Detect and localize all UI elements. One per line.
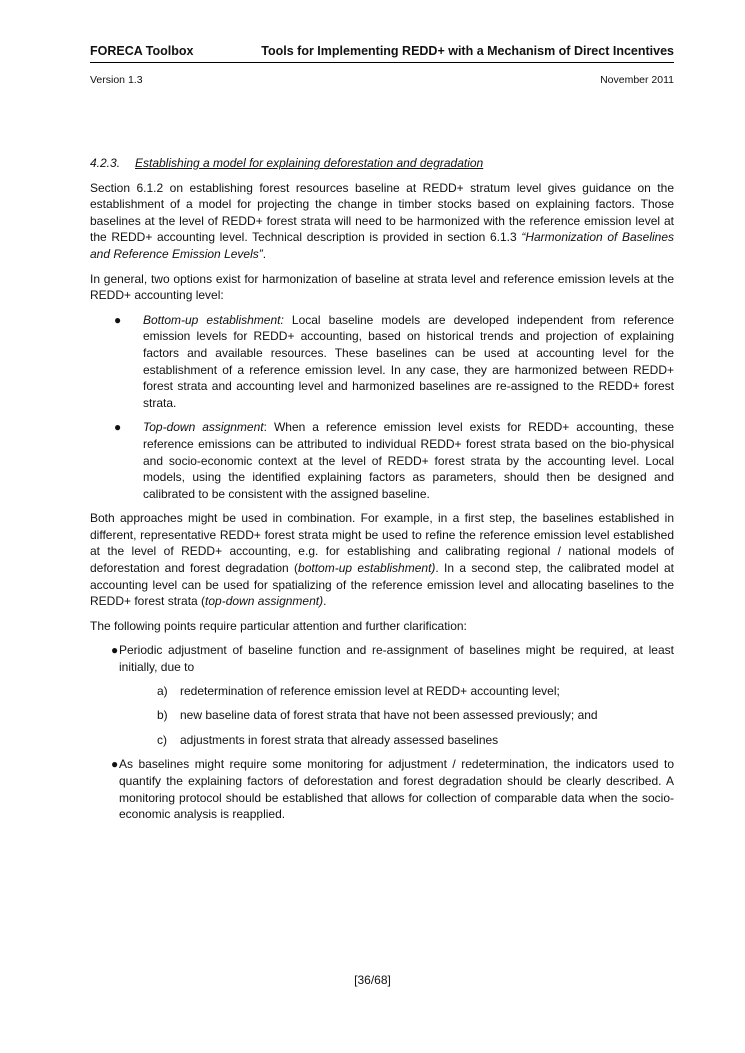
section-number: 4.2.3. — [90, 156, 121, 170]
options-list — [90, 312, 674, 503]
paragraph-combination — [90, 510, 674, 610]
page-number: [36/68] — [354, 973, 391, 987]
sub-list-item — [119, 683, 674, 700]
paragraph-options-intro: In general, two options exist for harmonization of baseline at strata level and reference emission levels at the REDD+ accounting level: — [90, 271, 674, 303]
sub-list-item — [119, 707, 674, 724]
header-version: Version 1.3 — [90, 74, 143, 86]
header-left-title: FORECA Toolbox — [90, 44, 194, 58]
sub-item-label: b) — [157, 708, 168, 723]
running-header — [90, 44, 674, 63]
points-list — [90, 642, 674, 822]
point-text: As baselines might require some monitoring for adjustment / redetermination, the indicators used to quantify the explaining factors of deforestation and forest degradation should be clearly described. A monitoring protocol should be established that allows for collection of comparable data when the socio-economic analysis is reapplied. — [119, 757, 674, 822]
italic-term: top-down assignment) — [205, 594, 324, 609]
header-right-title: Tools for Implementing REDD+ with a Mechanism of Direct Incentives — [261, 44, 674, 58]
paragraph-text: . — [323, 594, 327, 609]
italic-term: bottom-up establishment) — [298, 561, 436, 576]
sub-list — [119, 683, 674, 749]
option-text: Local baseline models are developed independent from reference emission levels for REDD+ accounting, based on historical trends and projection of explaining factors and available resources. These baselines can be used at accounting level for the establishment of a reference emission level. In any case, they are harmonized between REDD+ forest strata and accounting level and harmonized baselines are re-assigned to the REDD+ forest strata. — [143, 312, 674, 410]
bullet-icon: ● — [114, 420, 122, 435]
sub-item-text: new baseline data of forest strata that have not been assessed previously; and — [180, 708, 598, 723]
sub-item-text: redetermination of reference emission level at REDD+ accounting level; — [180, 683, 560, 698]
paragraph-points-intro: The following points require particular attention and further clarification: — [90, 618, 467, 633]
bullet-icon: ● — [111, 757, 119, 772]
list-item — [90, 642, 674, 748]
section-heading — [90, 155, 674, 172]
list-item — [90, 312, 674, 412]
paragraph-intro — [90, 180, 674, 263]
option-label: Bottom-up establishment: — [143, 312, 284, 327]
point-text: Periodic adjustment of baseline function and re-assignment of baselines might be required, at least initially, due to — [119, 643, 674, 675]
paragraph-text: . In a second step, the calibrated model at accounting level can be used for spatializing of the reference emission level and allocating baselines to the REDD+ forest strata ( — [90, 561, 674, 609]
bullet-icon: ● — [114, 312, 122, 327]
paragraph-intro-end: . — [262, 246, 267, 261]
bullet-icon: ● — [111, 643, 119, 658]
option-label: Top-down assignment — [143, 420, 264, 435]
sub-item-text: adjustments in forest strata that already assessed baselines — [180, 732, 499, 747]
paragraph-intro-text: Section 6.1.2 on establishing forest resources baseline at REDD+ stratum level gives guidance on the establishment of a model for projecting the change in timber stocks based on explaining factors. Those baselines at the level of REDD+ forest strata will need to be harmonized with the reference emission level at the REDD+ accounting level. Technical description is provided in section 6.1.3 — [90, 180, 674, 245]
list-item — [90, 419, 674, 502]
paragraph-text: Both approaches might be used in combination. For example, in a first step, the baselines established in different, representative REDD+ forest strata might be used to refine the reference emission level established at the level of REDD+ accounting, e.g. for establishing and calibrating regional / national models of deforestation and forest degradation ( — [90, 511, 674, 576]
section-title: Establishing a model for explaining deforestation and degradation — [135, 156, 484, 170]
sub-item-label: a) — [157, 683, 168, 698]
sub-item-label: c) — [157, 732, 167, 747]
harmonization-reference: “Harmonization of Baselines and Reference Emission Levels” — [90, 230, 674, 261]
list-item — [90, 756, 674, 822]
sub-list-item — [119, 732, 674, 749]
option-text: : When a reference emission level exists for REDD+ accounting, these reference emissions can be attributed to individual REDD+ forest strata based on the bio-physical and socio-economic context at the level of REDD+ forest strata by the accounting level. Local models, using the identified explaining factors as parameters, should then be designed and calibrated to be consistent with the assigned baseline. — [143, 420, 674, 501]
header-date: November 2011 — [600, 74, 674, 86]
document-body — [90, 155, 674, 831]
